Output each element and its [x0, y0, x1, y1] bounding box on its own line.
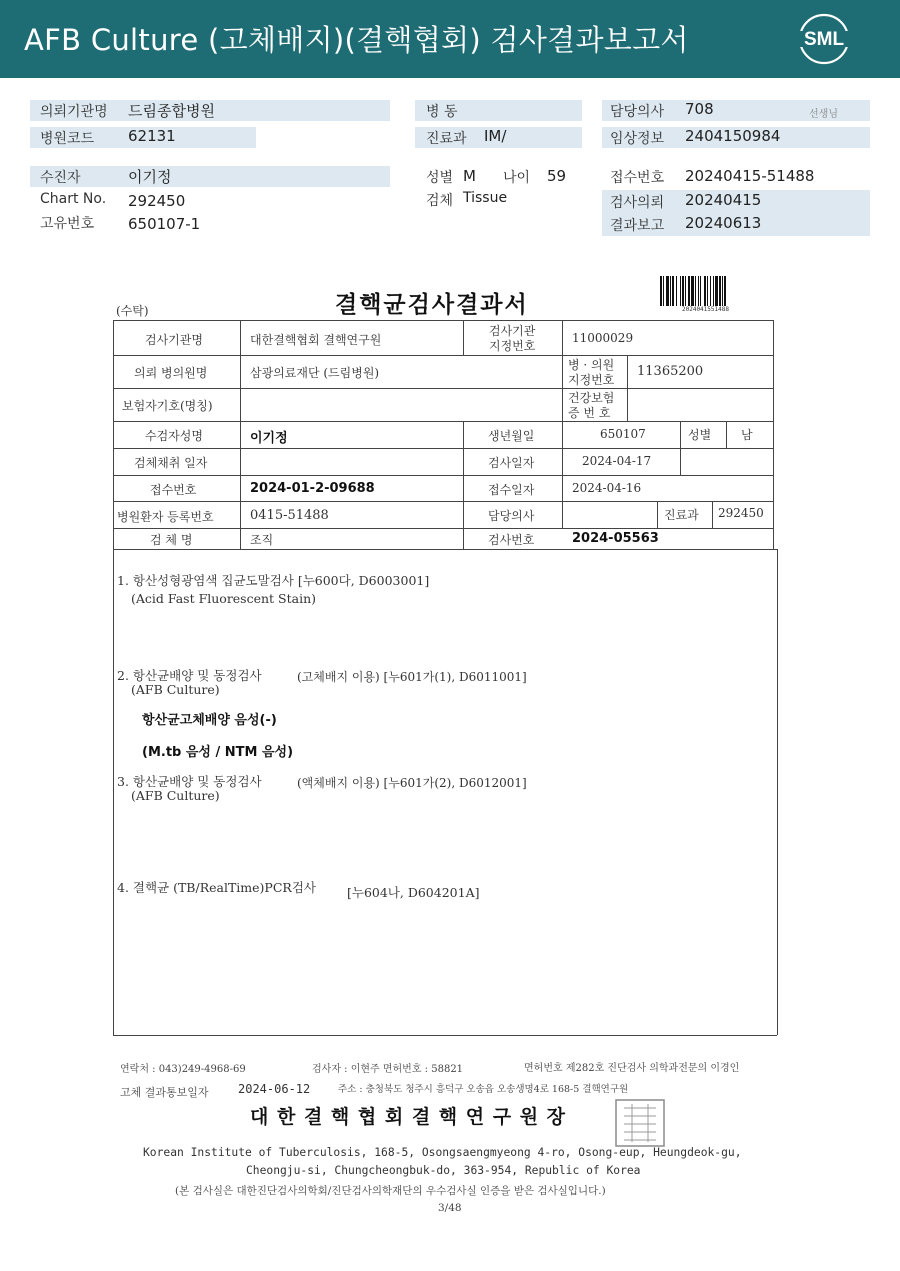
receipt-value: 20240415-51488	[685, 167, 815, 185]
item-2-sub: (AFB Culture)	[131, 682, 220, 697]
footer-notify-date: 2024-06-12	[238, 1082, 311, 1096]
sex-label: 성별	[426, 170, 454, 186]
test-no-label: 검사번호	[488, 533, 535, 547]
footer-contact: 연락처 : 043)249-4968-69	[120, 1064, 246, 1075]
footer-license: 면허번호 제282호 진단검사 의학과전문의 이경인	[524, 1063, 740, 1074]
lab-name-label: 검사기관명	[145, 333, 203, 347]
ins-no-label-2: 증 번 호	[568, 406, 611, 420]
sex-value: M	[463, 167, 476, 185]
report-header	[0, 0, 900, 78]
reg-no-value: 0415-51488	[250, 508, 329, 523]
doctor-value: 708	[685, 100, 714, 118]
sex-value-form: 남	[741, 428, 753, 442]
specimen-label: 검체	[426, 193, 454, 209]
row-shade	[30, 166, 390, 187]
report-value: 20240613	[685, 214, 762, 232]
hosp-id-value: 11365200	[637, 364, 704, 379]
lab-name-value: 대한결핵협회 결핵연구원	[250, 333, 382, 347]
lab-id-value: 11000029	[572, 331, 634, 345]
dept-value: IM/	[484, 127, 507, 145]
item-2-result-1: 항산균고체배양 음성(-)	[142, 713, 277, 728]
barcode-number: 2024041551488	[682, 306, 729, 313]
hospital-code-value: 62131	[128, 127, 176, 145]
ins-no-label-1: 건강보험	[568, 391, 615, 405]
footer-cert: (본 검사실은 대한진단검사의학회/진단검사의학재단의 우수검사실 인증을 받은 검사실입니다.)	[175, 1185, 606, 1197]
institution-label: 의뢰기관명	[40, 104, 108, 120]
chart-value: 292450	[128, 192, 186, 210]
official-seal	[614, 1098, 666, 1148]
recv-no-label: 접수번호	[150, 483, 197, 497]
hosp-id-label-2: 지정번호	[568, 373, 615, 387]
doctor-label: 담당의사	[610, 104, 665, 120]
item-2-result-2: (M.tb 음성 / NTM 음성)	[142, 745, 294, 760]
consign-label: (수탁)	[116, 304, 149, 318]
item-4-title: 4. 결핵균 (TB/RealTime)PCR검사	[117, 880, 316, 895]
specimen-label-form: 검 체 명	[150, 533, 193, 547]
logo-text: SML	[803, 29, 845, 50]
clinical-label: 임상정보	[610, 131, 665, 147]
chart-label: Chart No.	[40, 191, 107, 207]
recv-date-label: 접수일자	[488, 483, 535, 497]
report-label: 결과보고	[610, 218, 665, 234]
uid-value: 650107-1	[128, 215, 201, 233]
dob-value: 650107	[600, 427, 646, 441]
age-label: 나이	[503, 170, 531, 186]
item-2-method: (고체배지 이용) [누601가(1), D6011001]	[297, 670, 527, 684]
item-4-code: [누604나, D604201A]	[347, 885, 480, 900]
age-value: 59	[547, 167, 567, 185]
footer-address: 주소 : 충청북도 청주시 흥덕구 오송읍 오송생명4로 168-5 결핵연구원	[338, 1084, 629, 1095]
uid-label: 고유번호	[40, 216, 95, 232]
dob-label: 생년월일	[488, 429, 535, 443]
hosp-name-value: 삼광의료재단 (드림병원)	[250, 366, 380, 380]
hosp-name-label: 의뢰 병의원명	[134, 366, 208, 380]
footer-notify-label: 고체 결과통보일자	[120, 1086, 209, 1099]
hospital-code-label: 병원코드	[40, 131, 95, 147]
test-no-value: 2024-05563	[572, 531, 659, 546]
patient-value: 이기정	[128, 168, 172, 186]
barcode	[660, 276, 764, 306]
request-label: 검사의뢰	[610, 195, 665, 211]
item-3-sub: (AFB Culture)	[131, 788, 220, 803]
name-value: 이기정	[250, 431, 288, 446]
patient-label: 수진자	[40, 170, 81, 186]
clinical-value: 2404150984	[685, 127, 781, 145]
insured-label: 보험자기호(명칭)	[122, 399, 213, 413]
dept-label-form: 진료과	[664, 508, 699, 522]
lab-id-label-2: 지정번호	[489, 339, 536, 353]
sml-logo	[796, 13, 852, 65]
institution-value: 드림종합병원	[128, 102, 215, 120]
item-3-method: (액체배지 이용) [누601가(2), D6012001]	[297, 776, 527, 790]
hosp-id-label-1: 병 · 의원	[568, 358, 615, 372]
footer-eng-2: Cheongju-si, Chungcheongbuk-do, 363-954, Republic of Korea	[246, 1164, 641, 1177]
reg-no-label: 병원환자 등록번호	[117, 510, 214, 524]
test-date-label: 검사일자	[488, 456, 535, 470]
specimen-value: Tissue	[463, 190, 508, 206]
form-title: 결핵균검사결과서	[335, 291, 529, 318]
footer-tester: 검사자 : 이현주 면허번호 : 58821	[312, 1064, 464, 1075]
footer-org: 대 한 결 핵 협 회 결 핵 연 구 원 장	[250, 1106, 567, 1128]
request-value: 20240415	[685, 191, 762, 209]
doctor-label-form: 담당의사	[488, 509, 535, 523]
test-date-value: 2024-04-17	[582, 454, 652, 468]
ward-label: 병 동	[426, 104, 458, 120]
dept-label: 진료과	[426, 131, 467, 147]
doctor-suffix: 선생님	[809, 109, 838, 120]
sex-label-form: 성별	[688, 428, 712, 442]
item-1-sub: (Acid Fast Fluorescent Stain)	[131, 591, 317, 606]
item-1-title: 1. 항산성형광염색 집균도말검사 [누600다, D6003001]	[117, 573, 430, 588]
recv-date-value: 2024-04-16	[572, 481, 642, 495]
lab-id-label-1: 검사기관	[489, 324, 536, 338]
report-title: AFB Culture (고체배지)(결핵협회) 검사결과보고서	[24, 23, 689, 57]
footer-eng-1: Korean Institute of Tuberculosis, 168-5, Osongsaengmyeong 4-ro, Osong-eup, Heungdeok-gu,	[143, 1146, 742, 1159]
recv-no-value: 2024-01-2-09688	[250, 481, 375, 496]
item-2-title: 2. 항산균배양 및 동정검사	[117, 668, 262, 683]
page-number: 3/48	[438, 1202, 462, 1214]
name-label: 수검자성명	[145, 429, 203, 443]
specimen-value-form: 조직	[250, 533, 274, 547]
collect-label: 검체채취 일자	[134, 456, 208, 470]
receipt-label: 접수번호	[610, 170, 665, 186]
item-3-title: 3. 항산균배양 및 동정검사	[117, 774, 262, 789]
dept-value-form: 292450	[718, 506, 764, 520]
